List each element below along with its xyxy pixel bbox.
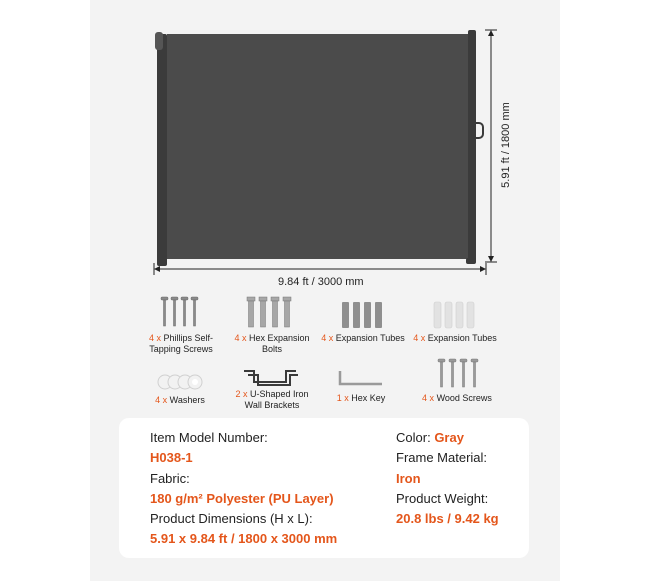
gray-expansion-tube-icon: [340, 300, 386, 332]
hex-key-icon: [336, 369, 386, 389]
accessory-label-wood-screws: 4 x Wood Screws: [422, 393, 492, 403]
dimensions-label: Product Dimensions (H x L):: [150, 511, 313, 526]
wood-screw-icon: [436, 358, 480, 390]
washer-icon: [156, 373, 204, 391]
hex-bolt-icon: [245, 296, 297, 332]
fabric-value: 180 g/m² Polyester (PU Layer): [150, 491, 334, 506]
color-label: Color:: [396, 430, 431, 445]
left-post-cap: [155, 32, 163, 50]
accessory-label-phillips-screws: 4 x Phillips Self-Tapping Screws: [148, 333, 214, 354]
left-post: [157, 34, 167, 266]
u-bracket-icon: [240, 366, 300, 388]
screen-fabric: [167, 34, 470, 259]
width-dimension-line: [150, 262, 490, 276]
accessory-label-white-tubes: 4 x Expansion Tubes: [413, 333, 497, 343]
model-number-value: H038-1: [150, 450, 193, 465]
accessory-label-u-brackets: 2 x U-Shaped Iron Wall Brackets: [235, 389, 309, 410]
product-weight-value: 20.8 lbs / 9.42 kg: [396, 511, 499, 526]
accessory-label-washers: 4 x Washers: [155, 395, 205, 405]
accessory-label-gray-tubes: 4 x Expansion Tubes: [321, 333, 405, 343]
color-row: [396, 430, 464, 445]
accessory-label-hex-key: 1 x Hex Key: [336, 393, 386, 403]
fabric-label: Fabric:: [150, 471, 190, 486]
phillips-screw-icon: [158, 296, 202, 330]
handle-icon: [471, 122, 484, 139]
frame-material-label: Frame Material:: [396, 450, 488, 465]
accessory-label-hex-bolts: 4 x Hex Expansion Bolts: [234, 333, 310, 354]
model-number-label: Item Model Number:: [150, 430, 268, 445]
white-expansion-tube-icon: [432, 300, 478, 332]
height-label: 5.91 ft / 1800 mm: [500, 102, 512, 188]
right-handle-bar: [468, 30, 476, 262]
frame-material-value: Iron: [396, 471, 421, 486]
height-dimension-line: [484, 28, 498, 264]
width-label: 9.84 ft / 3000 mm: [278, 276, 364, 288]
dimensions-value: 5.91 x 9.84 ft / 1800 x 3000 mm: [150, 531, 338, 546]
product-weight-label: Product Weight:: [396, 491, 489, 506]
color-value: Gray: [434, 430, 464, 445]
